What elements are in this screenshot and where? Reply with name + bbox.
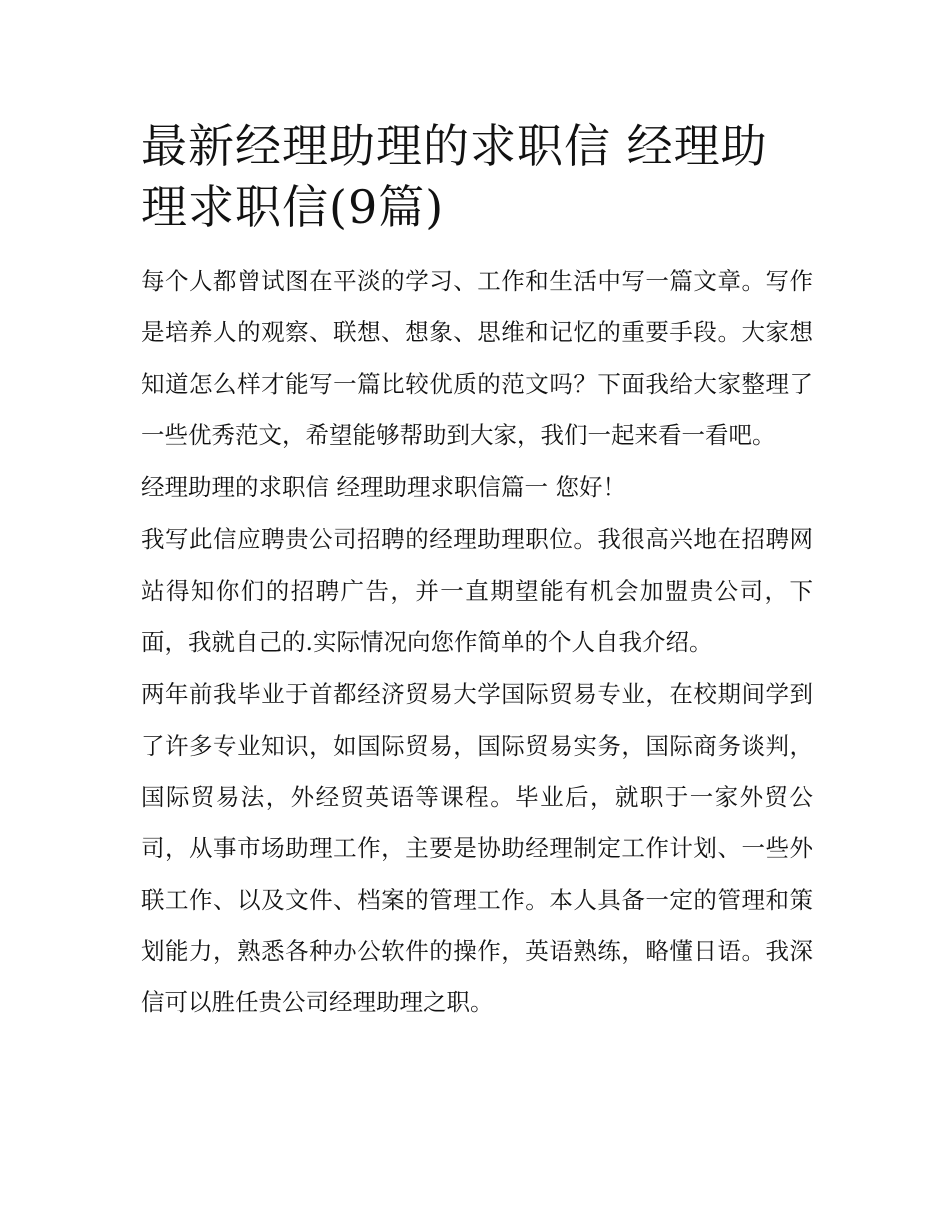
paragraph-background: 两年前我毕业于首都经济贸易大学国际贸易专业，在校期间学到了许多专业知识，如国际贸易，国际贸易实务，国际商务谈判，国际贸易法，外经贸英语等课程。毕业后，就职于一家外贸公司，从事市场助理工作，主要是协助经理制定工作计划、一些外联工作、以及文件、档案的管理工作。本人具备一定的管理和策划能力，熟悉各种办公软件的操作，英语熟练，略懂日语。我深信可以胜任贵公司经理助理之职。	[141, 680, 813, 1017]
paragraph-heading-greeting: 经理助理的求职信 经理助理求职信篇一 您好！	[141, 473, 626, 502]
document-body	[141, 116, 813, 1029]
document-title: 最新经理助理的求职信 经理助理求职信(9篇)	[141, 119, 768, 234]
paragraph-application: 我写此信应聘贵公司招聘的经理助理职位。我很高兴地在招聘网站得知你们的招聘广告，并一直期望能有机会加盟贵公司，下面，我就自己的.实际情况向您作简单的个人自我介绍。	[141, 525, 813, 657]
paragraph-intro: 每个人都曾试图在平淡的学习、工作和生活中写一篇文章。写作是培养人的观察、联想、想象、思维和记忆的重要手段。大家想知道怎么样才能写一篇比较优质的范文吗？下面我给大家整理了一些优秀范文，希望能够帮助到大家，我们一起来看一看吧。	[141, 267, 813, 449]
